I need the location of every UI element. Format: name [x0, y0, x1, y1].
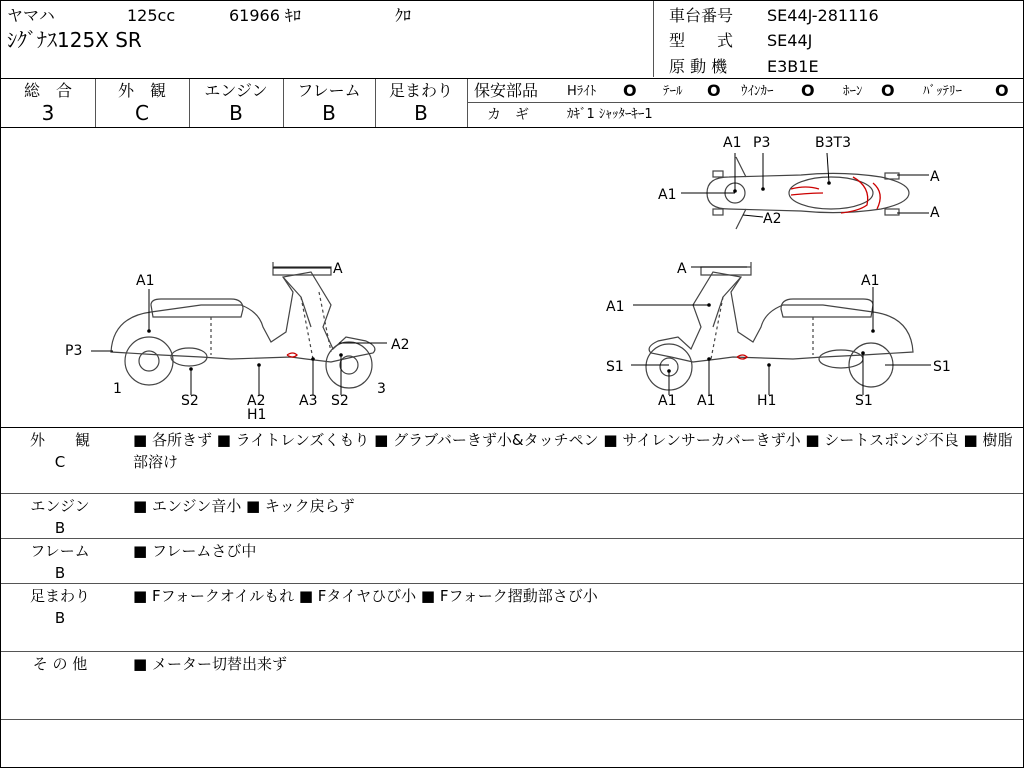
diagram-label: A1 — [606, 299, 625, 315]
safety-ok-mark: O — [801, 81, 815, 100]
engine-model-label: 原 動 機 — [669, 57, 728, 76]
grade-value: 3 — [41, 101, 55, 125]
grade-divider — [189, 79, 190, 127]
grade-label: 総 合 — [23, 81, 72, 100]
safety-item-label: ﾊﾞｯﾃﾘｰ — [923, 84, 962, 99]
grade-label: 足まわり — [388, 81, 453, 100]
type-label: 型 式 — [669, 31, 734, 50]
safety-label: 保安部品 — [474, 81, 539, 100]
grade-label: 外 観 — [117, 81, 166, 100]
chassis-value: SE44J-281116 — [767, 6, 879, 25]
damage-marks-top — [791, 177, 880, 213]
engine-model-value: E3B1E — [767, 57, 819, 76]
diagram-label: A3 — [299, 393, 318, 409]
safety-ok-mark: O — [623, 81, 637, 100]
grade-divider — [95, 79, 96, 127]
grade-value: B — [229, 101, 243, 125]
diagram-label: S1 — [933, 359, 951, 375]
diagram-label: A1 — [658, 393, 677, 409]
diagram-label: A1 — [697, 393, 716, 409]
grade-label: エンジン — [204, 81, 268, 100]
safety-item-label: ﾃｰﾙ — [663, 84, 683, 99]
diagram-label: A1 — [861, 273, 880, 289]
diagram-label: H1 — [757, 393, 777, 409]
maker: ヤマハ — [7, 6, 55, 25]
header-bottom-line — [1, 78, 1023, 79]
diagram-label: A — [333, 261, 343, 277]
diagram-label: 3 — [377, 381, 386, 397]
grade-value: B — [414, 101, 428, 125]
note-label: 足まわり — [29, 587, 90, 605]
diagram-label: P3 — [753, 135, 771, 151]
note-grade: B — [54, 609, 66, 627]
note-divider — [1, 719, 1023, 720]
note-text: ■ 各所きず ■ ライトレンズくもり ■ グラブバーきず小&タッチペン ■ サイレンサーカバーきず小 ■ シートスポンジ不良 ■ 樹脂部溶け — [133, 431, 1013, 471]
mileage: 61966 ｷﾛ — [229, 6, 301, 25]
safety-item-label: Hﾗｲﾄ — [567, 84, 597, 99]
note-divider — [1, 583, 1023, 584]
diagram-label: S2 — [181, 393, 199, 409]
damage-mark-left — [287, 353, 297, 357]
note-divider — [1, 651, 1023, 652]
grade-value: B — [322, 101, 336, 125]
note-grade: B — [54, 519, 66, 537]
note-text: ■ Fフォークオイルもれ ■ Fタイヤひび小 ■ Fフォーク摺動部さび小 — [133, 587, 598, 605]
note-label: そ の 他 — [32, 655, 88, 673]
note-label: フレーム — [30, 542, 90, 560]
note-grade: C — [54, 453, 66, 471]
key-label: カ ギ — [487, 107, 529, 123]
header-divider — [653, 1, 654, 77]
safety-divider — [467, 102, 1023, 103]
diagram-label: A — [930, 169, 940, 185]
diagram-label: A1 — [136, 273, 155, 289]
diagram-label: A — [677, 261, 687, 277]
note-text: ■ メーター切替出来ず — [133, 655, 287, 673]
color: ｸﾛ — [395, 6, 412, 25]
safety-ok-mark: O — [881, 81, 895, 100]
safety-ok-mark: O — [995, 81, 1009, 100]
diagram-label: A2 — [763, 211, 782, 227]
model-name: ｼｸﾞﾅｽ125X SR — [7, 28, 142, 52]
diagram-label: 1 — [113, 381, 122, 397]
safety-item-label: ﾎｰﾝ — [843, 84, 863, 99]
note-divider — [1, 538, 1023, 539]
note-divider — [1, 493, 1023, 494]
safety-ok-mark: O — [707, 81, 721, 100]
diagram-label: A2 — [247, 393, 266, 409]
safety-item-label: ｳｲﾝｶｰ — [741, 84, 774, 99]
diagram-label: A1 — [658, 187, 677, 203]
diagram-label: H1 — [247, 407, 267, 423]
note-text: ■ エンジン音小 ■ キック戻らず — [133, 497, 355, 515]
grade-divider — [467, 79, 468, 127]
grade-label: フレーム — [297, 81, 361, 100]
diagram-label: A1 — [723, 135, 742, 151]
diagram-label: S1 — [855, 393, 873, 409]
key-value: ｶｷﾞ1 ｼｬｯﾀｰｷｰ1 — [567, 107, 653, 122]
note-label: 外 観 — [29, 431, 90, 449]
diagram-label: S2 — [331, 393, 349, 409]
grade-value: C — [135, 101, 149, 125]
diagram-bottom-line — [1, 427, 1023, 428]
chassis-label: 車台番号 — [669, 6, 734, 25]
diagram-label: B3T3 — [815, 135, 851, 151]
diagram-label: A — [930, 205, 940, 221]
note-label: エンジン — [30, 497, 90, 515]
displacement: 125cc — [127, 6, 176, 25]
grade-divider — [375, 79, 376, 127]
diagram-label: P3 — [65, 343, 83, 359]
note-grade: B — [54, 564, 66, 582]
note-text: ■ フレームさび中 — [133, 542, 257, 560]
grade-divider — [283, 79, 284, 127]
type-value: SE44J — [767, 31, 813, 50]
diagram-label: S1 — [606, 359, 624, 375]
damage-diagram — [1, 127, 1023, 427]
diagram-label: A2 — [391, 337, 410, 353]
